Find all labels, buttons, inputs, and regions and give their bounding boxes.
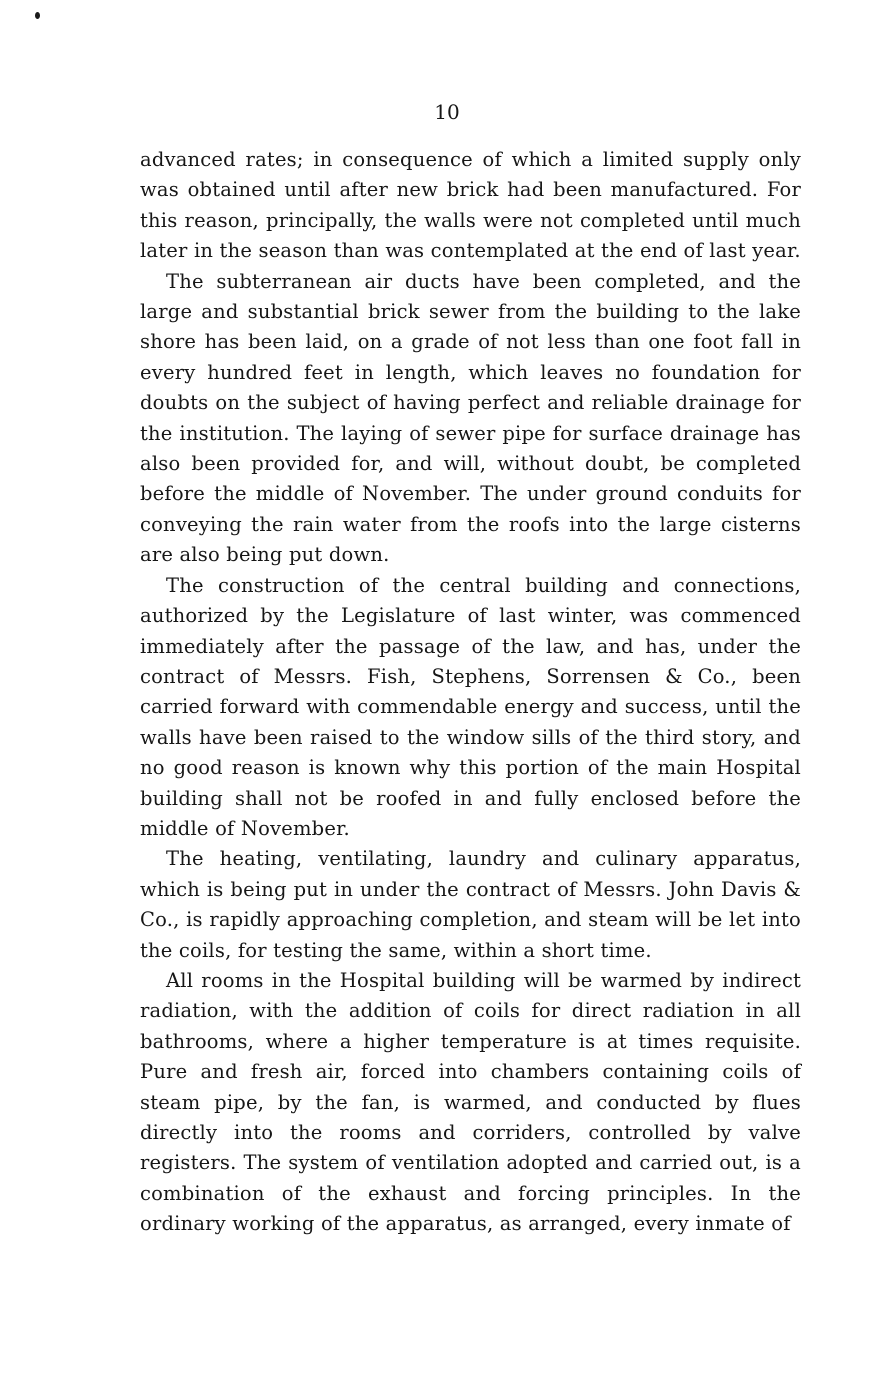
paragraph-central-building: The construction of the central building and connections, authorized by the Legislature of last winter, was commenced immediately after the passage of the law, and has, under the contract of Messrs. Fish, Stephens, Sorrensen & Co., been carried forward with commendable energy and success, until the walls have been raised to the window sills of the third story, and no good reason is known why this portion of the main Hospital building shall not be roofed in and fully enclosed before the middle of November. bbox=[140, 573, 801, 840]
ink-speck bbox=[35, 12, 40, 19]
paragraph-heating-apparatus: The heating, ventilating, laundry and culinary apparatus, which is being put in under the contract of Messrs. John Davis & Co., is rapidly approaching completion, and steam will be let into the coils, for testing the same, within a short time. bbox=[140, 847, 801, 962]
paragraph-continued: advanced rates; in consequence of which a limited supply only was obtained until after new brick had been manufactured. For this reason, principally, the walls were not completed until much later in the season than was contemplated at the end of last year. bbox=[140, 148, 801, 263]
paragraph-air-ducts-sewer: The subterranean air ducts have been completed, and the large and substantial brick sewer from the building to the lake shore has been laid, on a grade of not less than one foot fall in every hundred feet in length, which leaves no foundation for doubts on the subject of having perfect and reliable drainage for the institution. The laying of sewer pipe for surface drainage has also been provided for, and will, without doubt, be completed before the middle of November. The under ground conduits for conveying the rain water from the roofs into the large cisterns are also being put down. bbox=[140, 269, 801, 567]
paragraph-radiation-ventilation: All rooms in the Hospital building will be warmed by indirect radiation, with the addition of coils for direct radiation in all bathrooms, where a higher temperature is at times requisite. Pure and fresh air, forced into chambers containing coils of steam pipe, by the fan, is warmed, and conducted by flues directly into the rooms and corriders, controlled by valve registers. The system of ventilation adopted and carried out, is a combination of the exhaust and forcing principles. In the ordinary working of the apparatus, as arranged, every inmate of bbox=[140, 968, 801, 1236]
page-number: 10 bbox=[434, 100, 460, 124]
body-text bbox=[140, 145, 801, 1240]
